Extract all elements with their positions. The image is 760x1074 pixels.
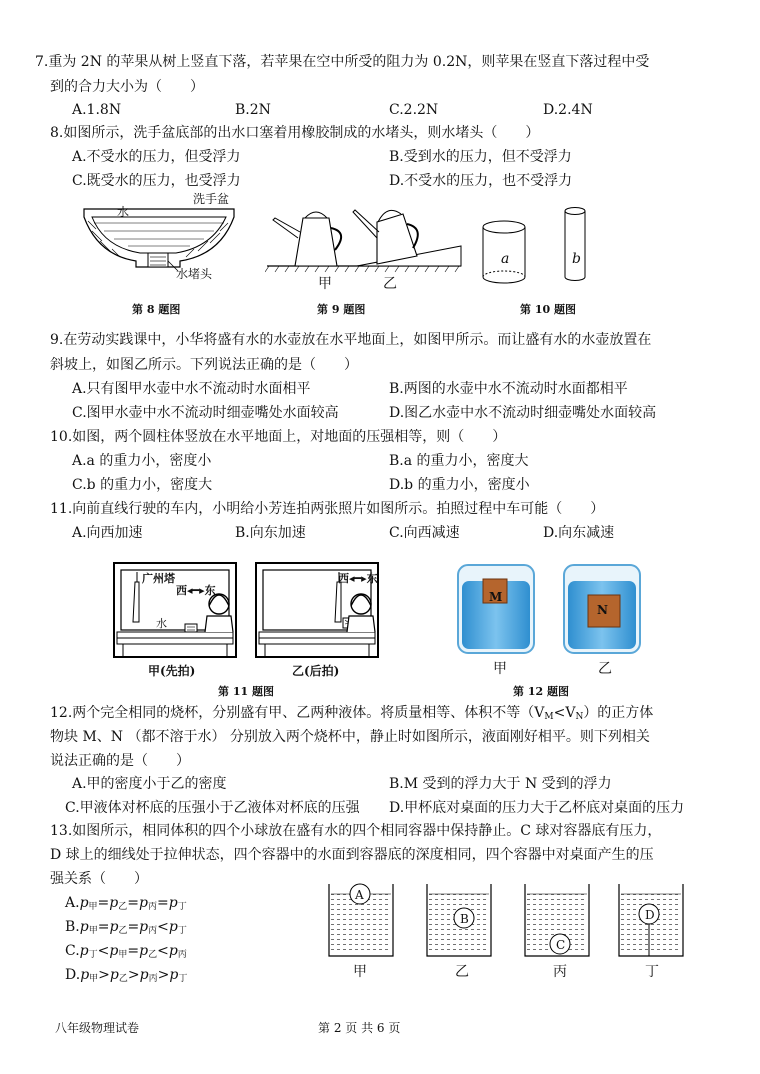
footer-page-number: 第 2 页 共 6 页 [318, 1021, 401, 1035]
q13-option-letter: A. [65, 895, 80, 911]
q12-line1-tail: ）的正方体 [583, 705, 654, 721]
q7-stem-line1: 7.重为 2N 的苹果从树上竖直下落，若苹果在空中所受的阻力为 0.2N，则苹果在竖直下落过程中受 [35, 54, 650, 70]
q10-stem: 10.如图，两个圆柱体竖放在水平地面上，对地面的压强相等，则（ ） [50, 429, 507, 445]
q7-option-c: C.2.2N [389, 102, 439, 118]
q9-option-d: D.图乙水壶中水不流动时细壶嘴处水面较高 [389, 405, 657, 421]
q13-pressure-subscript: 丙 [148, 926, 158, 936]
fig10-cylinders-diagram [475, 205, 595, 287]
q13-pressure-symbol: =p [97, 895, 119, 911]
q13-pressure-subscript: 丁 [177, 926, 187, 936]
q11-option-b: B.向东加速 [235, 525, 306, 541]
q13-option-letter: C. [65, 943, 80, 959]
q13-pressure-symbol: p [79, 919, 89, 935]
fig13-label-bing: 丙 [553, 964, 567, 980]
q12-stem-line2: 物块 M、N （都不溶于水） 分别放入两个烧杯中，静止时如图所示，液面刚好相平。则下列相关 [50, 729, 650, 745]
q10-option-d: D.b 的重力小，密度小 [389, 477, 530, 493]
q13-pressure-subscript: 丙 [148, 974, 158, 984]
q12-stem-line3: 说法正确的是（ ） [50, 753, 190, 769]
fig8-caption: 第 8 题图 [132, 303, 181, 316]
q13-option-d [65, 966, 187, 988]
q13-option-a [65, 894, 187, 916]
q13-pressure-subscript: 丁 [177, 902, 187, 912]
fig13-ball-b: B [460, 912, 469, 926]
q9-stem-line2: 斜坡上，如图乙所示。下列说法正确的是（ ） [50, 357, 358, 373]
q13-pressure-subscript: 丁 [88, 950, 98, 960]
fig11-photo1-label: 甲(先拍) [148, 664, 196, 678]
q7-option-b: B.2N [235, 102, 271, 118]
fig12-block-n: N [597, 603, 608, 617]
q12-line1-sub-m: M [544, 712, 554, 722]
q13-pressure-subscript: 丁 [178, 974, 188, 984]
q12-option-c: C.甲液体对杯底的压强小于乙液体对杯底的压强 [65, 800, 360, 816]
fig13-ball-d: D [645, 908, 655, 922]
fig10-label-a: a [501, 251, 510, 267]
q13-stem-line2: D 球上的细线处于拉伸状态，四个容器中的水面到容器底的深度相同，四个容器中对桌面产生的压 [50, 847, 654, 863]
q10-option-c: C.b 的重力小，密度大 [72, 477, 213, 493]
q11-stem: 11.向前直线行驶的车内，小明给小芳连拍两张照片如图所示。拍照过程中车可能（ ） [50, 501, 605, 517]
fig13-ball-a: A [355, 888, 364, 902]
q9-option-b: B.两图的水壶中水不流动时水面都相平 [389, 381, 628, 397]
q7-stem-line2: 到的合力大小为（ ） [50, 79, 204, 95]
q12-option-d: D.甲杯底对桌面的压力大于乙杯底对桌面的压力 [389, 800, 685, 816]
q13-pressure-symbol: <p [157, 943, 178, 959]
q13-option-letter: B. [65, 919, 80, 935]
q12-option-a: A.甲的密度小于乙的密度 [72, 776, 227, 792]
fig13-label-ding: 丁 [645, 964, 659, 980]
q12-line1-sub-n: N [575, 712, 584, 722]
fig11-caption: 第 11 题图 [218, 685, 274, 698]
q8-option-c: C.既受水的压力，也受浮力 [72, 173, 241, 189]
q13-pressure-symbol: <p [157, 919, 178, 935]
q13-pressure-subscript: 乙 [118, 926, 128, 936]
fig11-tower-label: 广州塔 [142, 572, 175, 585]
fig11-photo-jia [113, 562, 238, 660]
q13-pressure-subscript: 丙 [177, 950, 187, 960]
fig12-block-m: M [489, 590, 503, 604]
fig8-plug-label: 水堵头 [176, 267, 213, 281]
fig11-direction-yi: 西◂━▸东 [338, 572, 378, 585]
fig11-direction-jia: 西◂━▸东 [176, 584, 216, 597]
fig13-label-yi: 乙 [455, 964, 469, 980]
fig9-kettles-diagram [265, 198, 465, 274]
q13-pressure-subscript: 乙 [148, 950, 158, 960]
q11-option-d: D.向东减速 [543, 525, 615, 541]
fig9-caption: 第 9 题图 [317, 303, 366, 316]
q13-pressure-subscript: 乙 [118, 902, 128, 912]
fig13-containers-diagram [325, 882, 685, 962]
q12-stem-line1 [50, 704, 653, 726]
q13-pressure-subscript: 乙 [118, 974, 128, 984]
fig8-basin-diagram [80, 195, 240, 290]
q13-pressure-symbol: p [79, 943, 89, 959]
fig11-photo2-label: 乙(后拍) [292, 664, 340, 678]
q13-pressure-subscript: 甲 [88, 902, 98, 912]
q11-option-c: C.向西减速 [389, 525, 460, 541]
q13-pressure-symbol: >p [127, 967, 149, 983]
q12-option-b: B.M 受到的浮力大于 N 受到的浮力 [389, 776, 612, 792]
q10-option-b: B.a 的重力小，密度大 [389, 453, 529, 469]
q8-option-b: B.受到水的压力，但不受浮力 [389, 149, 572, 165]
q13-pressure-subscript: 甲 [89, 974, 99, 984]
q13-pressure-symbol: =p [156, 895, 178, 911]
q13-pressure-symbol: >p [157, 967, 179, 983]
q10-option-a: A.a 的重力小，密度小 [72, 453, 212, 469]
fig13-label-jia: 甲 [353, 964, 367, 980]
q13-pressure-symbol: >p [98, 967, 119, 983]
q7-option-a: A.1.8N [72, 102, 122, 118]
q13-pressure-symbol: =p [127, 895, 148, 911]
fig12-label-yi: 乙 [598, 661, 612, 677]
q13-pressure-symbol: =p [127, 943, 149, 959]
q12-line1-text: 12.两个完全相同的烧杯，分别盛有甲、乙两种液体。将质量相等、体积不等（V [50, 705, 545, 721]
q13-pressure-subscript: 甲 [88, 926, 98, 936]
fig10-label-b: b [572, 251, 581, 267]
q13-pressure-subscript: 甲 [118, 950, 128, 960]
fig12-beakers-diagram [452, 557, 652, 657]
q13-stem-line1: 13.如图所示，相同体积的四个小球放在盛有水的四个相同容器中保持静止。C 球对容器底有压力， [50, 823, 662, 839]
q13-pressure-subscript: 丙 [147, 902, 157, 912]
q11-option-a: A.向西加速 [72, 525, 143, 541]
fig10-caption: 第 10 题图 [520, 303, 576, 316]
q13-stem-line3: 强关系（ ） [50, 871, 148, 887]
q9-option-c: C.图甲水壶中水不流动时细壶嘴处水面较高 [72, 405, 339, 421]
fig12-caption: 第 12 题图 [513, 685, 569, 698]
fig11-water-label: 水 [156, 617, 167, 630]
q8-stem: 8.如图所示，洗手盆底部的出水口塞着用橡胶制成的水堵头，则水堵头（ ） [50, 125, 540, 141]
q8-option-d: D.不受水的压力，也不受浮力 [389, 173, 573, 189]
q7-option-d: D.2.4N [543, 102, 593, 118]
fig8-basin-label: 洗手盆 [193, 192, 230, 206]
q13-pressure-symbol: =p [97, 919, 119, 935]
fig13-ball-c: C [556, 938, 566, 952]
fig9-label-yi: 乙 [383, 276, 397, 292]
fig9-label-jia: 甲 [318, 276, 332, 292]
q12-line1-mid: <V [553, 705, 576, 721]
q13-pressure-symbol: p [79, 895, 89, 911]
q13-pressure-symbol: =p [127, 919, 149, 935]
q9-stem-line1: 9.在劳动实践课中，小华将盛有水的水壶放在水平地面上，如图甲所示。而让盛有水的水壶放置在 [50, 332, 652, 348]
footer-subject: 八年级物理试卷 [55, 1021, 140, 1035]
q13-pressure-symbol: p [80, 967, 90, 983]
q13-option-b [65, 918, 187, 940]
q13-pressure-symbol: <p [97, 943, 119, 959]
q13-option-c [65, 942, 187, 964]
fig12-label-jia: 甲 [493, 661, 507, 677]
fig8-water-label: 水 [117, 205, 130, 219]
q13-option-letter: D. [65, 967, 81, 983]
q9-option-a: A.只有图甲水壶中水不流动时水面相平 [72, 381, 311, 397]
q8-option-a: A.不受水的压力，但受浮力 [72, 149, 241, 165]
